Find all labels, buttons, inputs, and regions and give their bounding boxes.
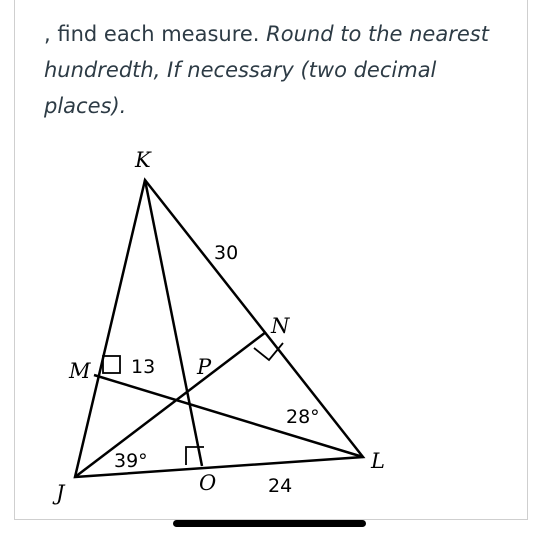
measure-kn: 30 (214, 242, 239, 264)
vertex-label-o: O (199, 471, 217, 495)
question-line-3: places). (44, 94, 127, 118)
segment-ml (94, 375, 363, 457)
measure-angle-j: 39° (114, 450, 148, 472)
question-line-1-italic: Round to the nearest (266, 22, 489, 46)
vertex-label-m: M (69, 359, 91, 383)
measure-angle-l: 28° (286, 406, 320, 428)
triangle-jkl (75, 180, 363, 477)
vertex-label-l: L (371, 449, 385, 473)
question-line-2: hundredth, If necessary (two decimal (44, 58, 437, 82)
question-line-1-plain: , find each measure. (44, 22, 267, 46)
segment-ko (145, 180, 202, 466)
vertex-label-j: J (56, 481, 65, 505)
home-indicator-bar[interactable] (173, 520, 366, 527)
right-angle-mark-m (103, 356, 120, 373)
vertex-label-p: P (197, 355, 212, 379)
measure-ol: 24 (268, 475, 293, 497)
measure-mp: 13 (131, 356, 156, 378)
vertex-label-k: K (135, 148, 151, 172)
vertex-label-n: N (271, 314, 290, 338)
